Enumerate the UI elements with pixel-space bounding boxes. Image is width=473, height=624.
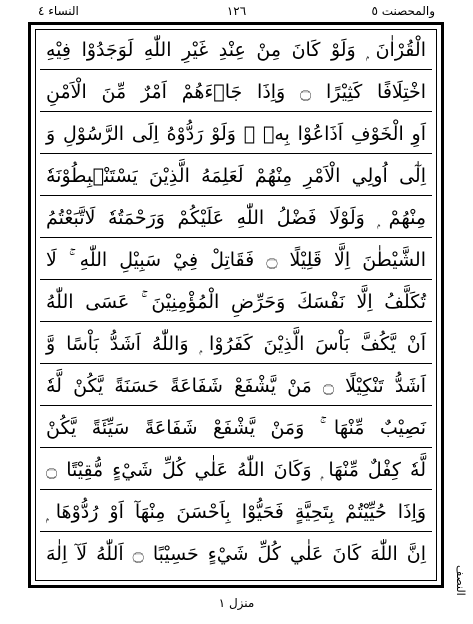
line-text: الشَّيْطٰنَ اِلَّا قَلِيْلًا ۝ فَقَاتِلْ فِيْ سَبِيْلِ اللّٰهِ ۚ لَا [46,248,426,271]
line-text: مِنْھُمْ ۭ وَلَوْلَا فَضْلُ اللّٰهِ عَلَيْكُمْ وَرَحْمَتُهٗ لَاتَّبَعْتُمُ [46,206,426,229]
text-line [40,366,432,406]
line-text: اخْتِلَافًا كَثِيْرًا ۝ وَاِذَا جَاۗءَھُمْ اَمْرٌ مِّنَ الْاَمْنِ [46,80,426,103]
line-text: اِلٰٓى اُولِي الْاَمْرِ مِنْھُمْ لَعَلِمَهُ الَّذِيْنَ يَسْتَنْۢبِطُوْنَهٗ [46,164,426,187]
text-line [40,408,432,448]
line-text: لَّهٗ كِفْلٌ مِّنْھَا ۭ وَكَانَ اللّٰهُ عَلٰي كُلِّ شَيْءٍ مُّقِيْتًا ۝ [46,458,426,481]
page-number: ١٢٦ [226,4,247,18]
text-line [40,114,432,154]
text-line [40,198,432,238]
line-text: الْقُرْاٰنَ ۭ وَلَوْ كَانَ مِنْ عِنْدِ غَيْرِ اللّٰهِ لَوَجَدُوْا فِيْهِ [46,38,426,61]
line-text: اَنْ يَّكُفَّ بَاْسَ الَّذِيْنَ كَفَرُوْا ۭ وَاللّٰهُ اَشَدُّ بَاْسًا وَّ [46,332,426,355]
text-line [40,156,432,196]
text-line [40,240,432,280]
line-text: وَاِذَا حُيِّيْتُمْ بِتَحِيَّةٍ فَحَيُّوْا بِاَحْسَنَ مِنْھَآ اَوْ رُدُّوْھَا ۭ [46,500,426,523]
surah-name: النساء ٤ [38,4,79,18]
text-line [40,492,432,532]
line-text: اَشَدُّ تَنْكِيْلًا ۝ مَنْ يَّشْفَعْ شَفَاعَةً حَسَنَةً يَّكُنْ لَّهٗ [46,374,426,397]
text-line [40,72,432,112]
text-line [40,534,432,574]
line-text: اِنَّ اللّٰهَ كَانَ عَلٰي كُلِّ شَيْءٍ حَسِيْبًا ۝ اَللّٰهُ لَآ اِلٰهَ [46,543,426,565]
text-frame-inner [35,29,437,581]
juz-name: والمحصنت ٥ [371,4,435,18]
text-line [40,30,432,70]
line-text: اَوِ الْخَوْفِ اَذَاعُوْا بِهٖ ۭ وَلَوْ رَدُّوْهُ اِلَى الرَّسُوْلِ وَ [46,122,426,145]
line-text: نَصِيْبٌ مِّنْھَا ۚ وَمَنْ يَّشْفَعْ شَفَاعَةً سَيِّئَةً يَّكُنْ [46,416,426,439]
text-line [40,450,432,490]
text-line [40,324,432,364]
page-header [30,2,443,20]
text-line [40,282,432,322]
line-text: تُكَلَّفُ اِلَّا نَفْسَكَ وَحَرِّضِ الْمُؤْمِنِيْنَ ۚ عَسَى اللّٰهُ [46,290,426,313]
text-frame [28,22,444,588]
margin-note: النصف [454,565,467,596]
page-footer: منزل ١ [218,596,255,610]
